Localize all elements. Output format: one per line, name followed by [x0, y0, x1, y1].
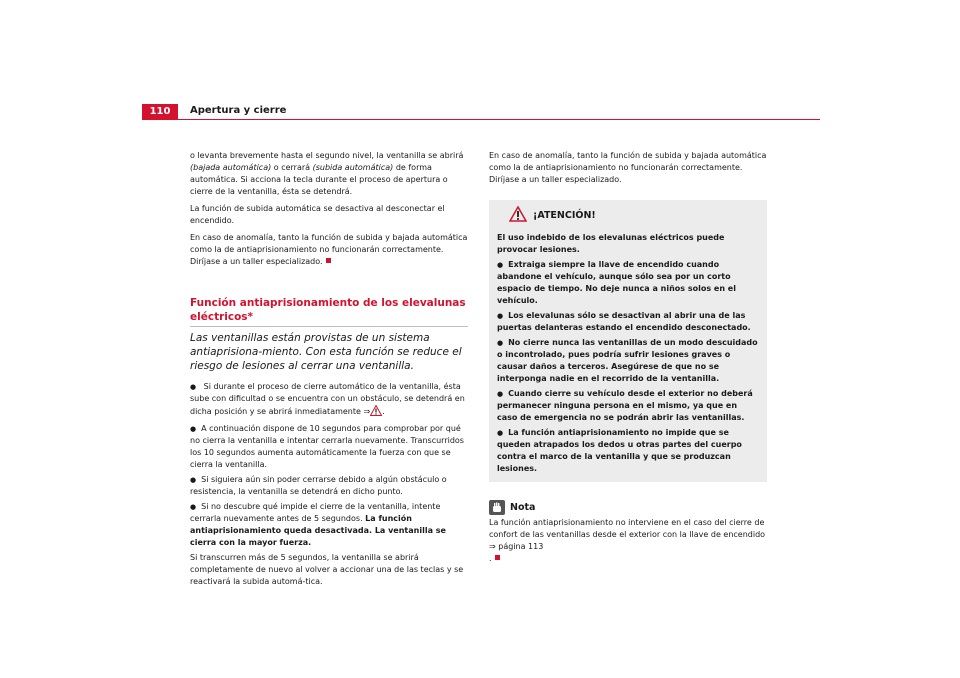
paragraph-auto-window	[190, 150, 468, 198]
section-intro: Las ventanillas están provistas de un sistema antiaprisiona-miento. Con esta función se reduce el riesgo de lesiones al cerrar una ventanilla.	[190, 332, 462, 372]
end-marker-icon	[495, 555, 500, 560]
note-title: Nota	[510, 501, 536, 513]
warning-item: ● La función antiaprisionamiento no impide que se queden atrapados los dedos u otras partes del cuerpo contra el marco de la ventanilla y que se produzcan lesiones.	[497, 427, 759, 475]
text: de forma automática. Si acciona la tecla durante el proceso de apertura o cierre de la ventanilla, ésta se detendrá.	[190, 163, 448, 196]
section-heading: Función antiaprisionamiento de los elevalunas eléctricos*	[190, 296, 468, 327]
warning-item: ● Los elevalunas sólo se desactivan al abrir una de las puertas delanteras estando el encendido desconectado.	[497, 310, 759, 334]
text-bold: La función antiaprisionamiento queda desactivada. La ventanilla se cierra con la mayor fuerza.	[190, 514, 446, 547]
note-header	[489, 500, 767, 515]
warning-item: ● Extraiga siempre la llave de encendido cuando abandone el vehículo, aunque sólo sea por un corto espacio de tiempo. No deje nunca a niños solos en el vehículo.	[497, 259, 759, 307]
warning-box	[489, 200, 767, 482]
bullet-item: ● A continuación dispone de 10 segundos para comprobar por qué no cierra la ventanilla e intentar cerrarla nuevamente. Transcurridos los 10 segundos aumenta automáticamente la fuerza con que se cierra la ventanilla.	[190, 423, 468, 471]
text: Si no descubre qué impide el cierre de la ventanilla, intente cerrarla nuevamente antes de 5 segundos.	[190, 502, 441, 523]
paragraph-deactivation: La función de subida automática se desactiva al desconectar el encendido.	[190, 204, 445, 225]
bullet-item: ● Si siguiera aún sin poder cerrarse debido a algún obstáculo o resistencia, la ventanilla se detendrá en dicho punto.	[190, 474, 468, 498]
note-text	[489, 517, 767, 565]
page-header-title: Apertura y cierre	[190, 105, 287, 116]
warning-triangle-icon[interactable]	[370, 405, 382, 420]
arrow-reference-icon: ⇒	[489, 542, 496, 551]
paragraph-reopen: Si transcurren más de 5 segundos, la ventanilla se abrirá completamente de nuevo al volver a accionar una de las teclas y se reactivará la subida automá-tica.	[190, 553, 464, 586]
text: Si durante el proceso de cierre automático de la ventanilla, ésta sube con dificultad o se encuentra con un obstáculo, se detendrá en dicha posición y se abrirá inmediatamente	[190, 382, 465, 416]
warning-title: ¡ATENCIÓN!	[533, 210, 596, 221]
text: .	[489, 554, 492, 563]
header-rule	[142, 119, 820, 120]
warning-item: ● Cuando cierre su vehículo desde el exterior no deberá permanecer ninguna persona en el mismo, ya que en caso de emergencia no se podrán abrir las ventanillas.	[497, 388, 759, 424]
text: La función antiaprisionamiento no interviene en el caso del cierre de confort de las ventanillas desde el exterior con la llave de encendido	[489, 518, 766, 539]
text: En caso de anomalía, tanto la función de subida y bajada automática como la de antiaprisionamiento no funcionarán correctamente. Diríjase a un taller especializado.	[190, 233, 468, 266]
text: o levanta brevemente hasta el segundo nivel, la ventanilla se abrirá	[190, 151, 464, 160]
paragraph-anomaly-right: En caso de anomalía, tanto la función de subida y bajada automática como la de antiaprisionamiento no funcionarán correctamente. Diríjase a un taller especializado.	[489, 151, 767, 184]
arrow-reference-icon: ⇒	[363, 407, 371, 416]
warning-intro: El uso indebido de los elevalunas eléctricos puede provocar lesiones.	[497, 233, 725, 254]
note-hand-icon	[489, 500, 505, 515]
text-italic: (bajada automática)	[190, 163, 272, 172]
bullet-item	[190, 381, 468, 420]
left-column	[190, 150, 468, 593]
warning-triangle-icon	[509, 206, 527, 226]
text: o cerrará	[271, 163, 313, 172]
warning-item: ● No cierre nunca las ventanillas de un modo descuidado o incontrolado, pues podría sufrir lesiones graves o causar daños a terceros. Asegúrese de que no se interponga nadie en el recorrido de la ventanilla.	[497, 337, 759, 385]
text-italic: (subida automática)	[312, 163, 394, 172]
end-marker-icon	[326, 258, 331, 263]
page-number: 110	[142, 104, 178, 119]
page-reference-link[interactable]: página 113	[495, 542, 544, 551]
paragraph-anomaly	[190, 232, 468, 268]
text: .	[382, 407, 385, 416]
warning-header	[509, 206, 759, 226]
bullet-item	[190, 501, 468, 549]
right-column	[489, 150, 767, 570]
